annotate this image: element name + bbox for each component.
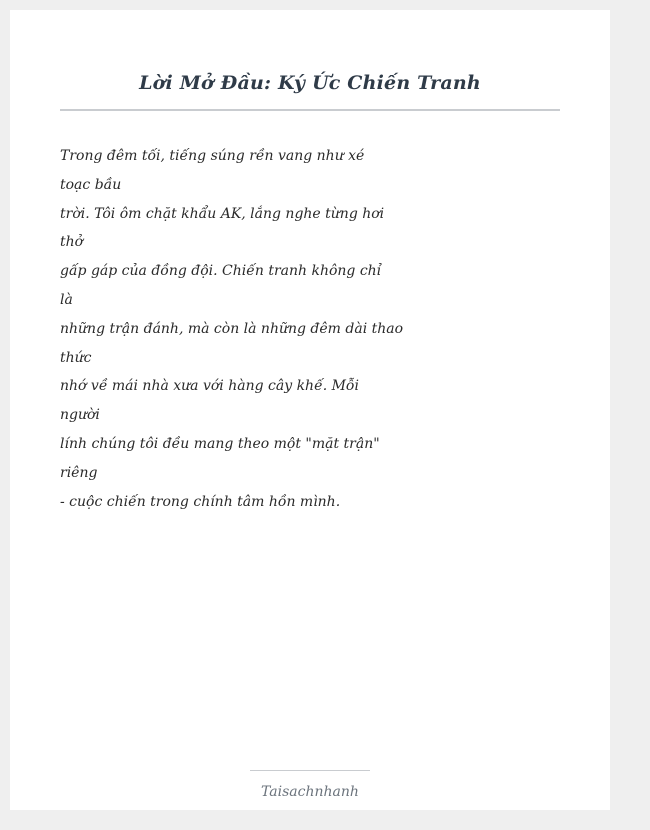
body-line: thở [60, 234, 84, 251]
body-line: người [60, 407, 100, 424]
body-text [60, 142, 404, 516]
body-line: thức [60, 349, 92, 366]
body-line: Trong đêm tối, tiếng súng rền vang như xé [60, 148, 365, 164]
page-title: Lời Mở Đầu: Ký Ức Chiến Tranh [139, 72, 481, 94]
body-line: những trận đánh, mà còn là những đêm dài thao [60, 320, 404, 337]
footer-label: Taisachnhanh [261, 784, 359, 800]
title-divider [60, 109, 560, 111]
footer-divider [250, 770, 370, 771]
document-page [10, 10, 610, 810]
body-line: riêng [60, 464, 98, 481]
body-line: nhớ về mái nhà xưa với hàng cây khế. Mỗi [60, 378, 359, 395]
body-line: gấp gáp của đồng đội. Chiến tranh không chỉ [60, 263, 382, 280]
body-line: là [60, 291, 73, 308]
body-line: lính chúng tôi đều mang theo một "mặt trận" [60, 435, 380, 452]
body-line: - cuộc chiến trong chính tâm hồn mình. [60, 493, 341, 510]
body-line: toạc bầu [60, 176, 122, 193]
body-line: trời. Tôi ôm chặt khẩu AK, lắng nghe từng hơi [60, 205, 385, 222]
